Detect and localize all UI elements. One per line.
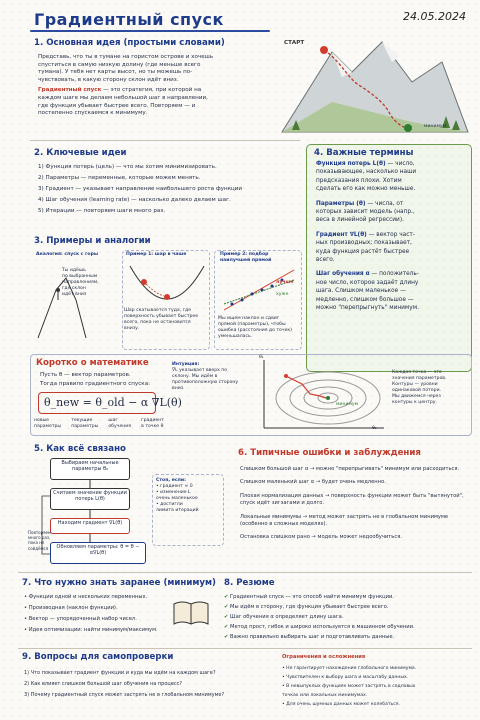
contour-axis-1: θ₁ (259, 355, 264, 360)
mountain-min-label: минимум (424, 124, 447, 129)
example-2-text: Мы ищем наклон и сдвиг прямой (параметры), чтобы ошибка (расстояния до точек) уменьшалась. (218, 316, 292, 339)
stop-text: Стоп, если: • градиент ≈ 0 • изменение L очень маленькое • достигли лимита итераций (156, 478, 199, 513)
limitations-heading: Ограничения и осложнения (282, 654, 366, 660)
flow-step-update: Обновляем параметры: θ = θ − α∇L(θ) (50, 542, 146, 564)
regression-drawing (220, 266, 298, 314)
contour-text: Каждая точка — это значения параметров. Контуры — уровни одинаковой потери. Мы движемся через контуры к центру. (392, 370, 447, 405)
label-worse: хуже (276, 292, 289, 297)
math-heading: Коротко о математике (36, 358, 149, 368)
section-2-list: 1) Функция потерь (цель) — что мы хотим минимизировать. 2) Параметры — переменные, которые можем менять. 3) Градиент — указывает направление наибольшего роста функции 4) Шаг обучения (learning rate) — насколько далеко делаем шаг. 5) Итерации — повторяем шаги много раз. (38, 164, 243, 214)
section-5-heading: 5. Как всё связано (34, 444, 126, 454)
page-title: Градиентный спуск (34, 10, 224, 29)
intuition-text: Интуиция: ∇L указывает вверх по склону. Мы идём в противоположную сторону вниз. (172, 362, 239, 391)
analogy-1-text: Ты идёшь по выбранным направлениям, где склон идёт вниз (62, 268, 99, 297)
book-icon (172, 600, 210, 626)
divider (18, 572, 472, 573)
analogy-1-title: Аналогия: спуск с горы (36, 252, 99, 257)
contour-min-label: минимум (336, 402, 359, 407)
example-2-title: Пример 2: подбор (220, 252, 269, 257)
math-line-1: Пусть θ — вектор параметров. (40, 372, 131, 378)
divider (30, 140, 300, 141)
example-1-text: Шар скатывается туда, где поверхность убывает быстрее всего, пока не остановится внизу. (124, 308, 199, 331)
math-line-2: Тогда правило градиентного спуска: (40, 381, 151, 387)
section-4-heading: 4. Важные термины (314, 148, 414, 158)
section-8-list: ✔ Градиентный спуск — это способ найти минимум функции. ✔ Мы идём в сторону, где функция убывает быстрее всего. ✔ Шаг обучения α определяет длину шага. ✔ Метод прост, гибок и широко используется в машинном обучении. ✔ Важно правильно выбирать шаг и подготавливать данные. (224, 594, 415, 640)
section-9-heading: 9. Вопросы для самопроверки (22, 652, 174, 662)
example-2-subtitle: наилучшей прямой (220, 258, 272, 263)
contour-axis-2: θ₂ (372, 426, 377, 431)
section-4-text: Функция потерь L(θ) — число, показывающее, насколько наши предсказания плохи. Хотим сделать его как можно меньше. Параметры (θ) — числа, от которых зависит модель (напр., веса в линейной регрессии). Градиент ∇L(θ) — вектор част- ных производных; показывает, куда функция растёт быстрее всего. Шаг обучения α — положитель- ное число, которое задаёт длину шага. Слишком маленькое — медленно, слишком большое — можно "перепрыгнуть" минимум. (316, 161, 419, 312)
label-better: лучше (276, 280, 294, 285)
section-7-list: • Функции одной и нескольких переменных. • Производная (наклон функции). • Вектор — упорядоченный набор чисел. • Идея оптимизации: найти минимум/максимум. (24, 594, 158, 633)
formula-labels: новые параметры текущие параметры шаг обучения градиент в точке θ (34, 418, 164, 429)
limitations-list: • Не гарантирует нахождение глобального минимума. • Чувствителен к выбору шага и масштабу данных. • В невыпуклых функциях может застрять в седловых точках или локальных минимумах. • Для очень шумных данных может колебаться. (282, 666, 417, 707)
page-date: 24.05.2024 (403, 10, 466, 23)
bowl-drawing (128, 262, 206, 308)
section-6-list: Слишком большой шаг α → можно "перепрыгивать" минимум или расходиться. Слишком маленький шаг α → будет очень медленно. Плохая нормализация данных → поверхность функции может быть "вытянутой", спуск идёт зигзагами и долго. Локальные минимумы → метод может застрять не в глобальном минимуме (особенно в сложных моделях). Остановка слишком рано → модель может недообучиться. (240, 466, 464, 541)
flow-step-gradient: Находим градиент ∇L(θ) (50, 518, 130, 534)
flow-step-loss: Считаем значение функции потерь L(θ) (50, 488, 130, 510)
contour-plot (258, 358, 388, 434)
flow-step-init: Выбираем начальные параметры θ₀ (50, 458, 130, 480)
section-9-list: 1) Что показывает градиент функции и куда мы идём на каждом шаге? 2) Как влияет слишком большой шаг обучения на процесс? 3) Почему градиентный спуск может застрять не в глобальном минимуме? (24, 670, 225, 698)
section-3-heading: 3. Примеры и аналогии (34, 236, 151, 246)
flow-arrows (30, 456, 140, 568)
section-8-heading: 8. Резюме (224, 578, 275, 588)
flow-loop-label: Повторяем много раз, пока не сойдёмся (28, 530, 52, 551)
mountain-start-label: СТАРТ (284, 40, 305, 46)
example-1-title: Пример 1: шар в чаше (126, 252, 187, 257)
gd-formula: θ_new = θ_old − α ∇L(θ) (44, 396, 182, 409)
section-6-heading: 6. Типичные ошибки и заблуждения (238, 448, 421, 458)
title-underline (30, 30, 270, 32)
section-1-text: Представь, что ты в тумане на гористом острове и хочешь спуститься в самую низкую долину (где меньше всего тумана). У тебя нет карты высот, но ты можешь по- чувствовать, в какую сторону склон идёт вниз. Градиентный спуск — это стратегия, при которой на каждом шаге мы делаем небольшой шаг в направлении, где функция убывает быстрее всего. Повторяем — и постепенно спускаемся к минимуму. (38, 54, 214, 117)
divider (18, 648, 472, 649)
section-1-heading: 1. Основная идея (простыми словами) (34, 38, 225, 48)
section-2-heading: 2. Ключевые идеи (34, 148, 127, 158)
section-7-heading: 7. Что нужно знать заранее (минимум) (22, 578, 216, 588)
